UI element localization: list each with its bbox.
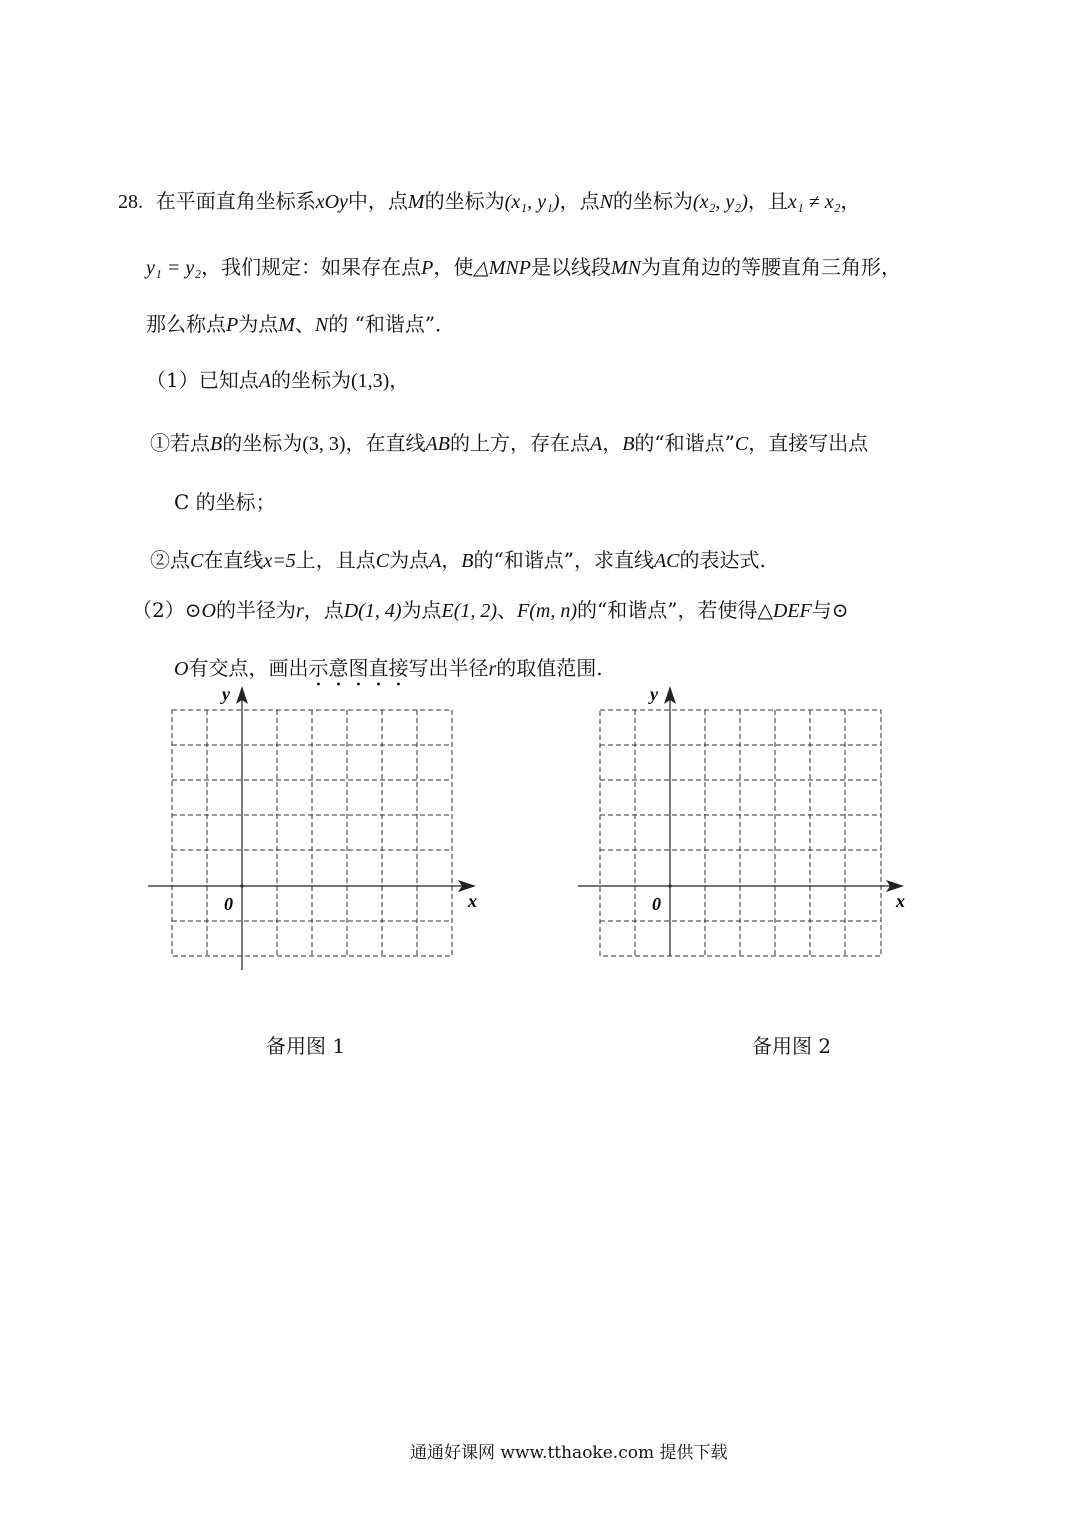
math: O	[174, 658, 189, 680]
text: ①若点	[150, 431, 210, 455]
part-1-heading	[146, 367, 409, 394]
text: ，在直线	[345, 431, 426, 455]
text: 的“和谐点”，若使得△	[577, 598, 773, 622]
math: (x₂, y₂)	[692, 191, 748, 213]
math: A	[429, 550, 442, 572]
text: ，	[840, 189, 861, 213]
question-line-3	[146, 311, 455, 338]
math: MN	[610, 257, 641, 279]
math: C	[734, 433, 749, 455]
text: ，点	[303, 598, 344, 622]
math: r	[295, 600, 304, 622]
text: 那么称点	[146, 312, 226, 336]
math: M	[278, 314, 295, 336]
math: y₁ = y₂	[146, 257, 202, 279]
math: A	[589, 433, 603, 455]
math: AB	[425, 433, 450, 455]
math: C	[375, 550, 390, 572]
text: 的坐标为	[222, 431, 303, 455]
text: ，我们规定：如果存在点	[201, 255, 422, 279]
math: B	[461, 550, 474, 572]
origin-label: 0	[224, 894, 233, 914]
origin-label: 0	[652, 894, 661, 914]
math: x=5	[263, 550, 296, 572]
text: 的坐标为	[424, 189, 505, 213]
math: (1,3)	[350, 370, 390, 392]
math: x₁ ≠ x₂	[787, 191, 841, 213]
math: D(1, 4)	[343, 600, 402, 622]
sub-question-2	[150, 547, 766, 574]
text: 在平面直角坐标系	[155, 189, 316, 213]
question-number: 28.	[118, 191, 143, 213]
x-axis-label: x	[896, 891, 905, 911]
text: 为点	[401, 598, 442, 622]
math: DEF	[772, 600, 812, 622]
math: △MNP	[473, 257, 531, 279]
text: 的坐标为	[612, 189, 693, 213]
text: 、	[497, 598, 518, 622]
dashed-grid-lines	[172, 710, 452, 956]
figure-caption-1: 备用图 1	[266, 1034, 346, 1058]
dashed-grid-lines	[600, 710, 881, 956]
text: 的表达式.	[679, 548, 766, 572]
text: 有交点，画出	[188, 656, 309, 680]
math: (x₁, y₁)	[504, 191, 560, 213]
text: 的“和谐点”，求直线	[473, 548, 654, 572]
text: 的上方，存在点	[449, 431, 590, 455]
emphasized-text: 示意图直接	[308, 656, 409, 680]
math: B	[622, 433, 635, 455]
math: AC	[653, 550, 680, 572]
figure-caption-2: 备用图 2	[752, 1034, 832, 1058]
y-axis-label: y	[222, 684, 230, 704]
text: 、	[294, 312, 315, 336]
math: M	[407, 191, 425, 213]
text: ，	[441, 548, 462, 572]
text: ②点	[150, 548, 190, 572]
math: E(1, 2)	[441, 600, 498, 622]
math: P	[226, 314, 239, 336]
question-line-1	[118, 188, 861, 215]
text: 为点	[389, 548, 430, 572]
origin-point	[240, 884, 243, 887]
text: 上，且点	[295, 548, 376, 572]
text: 的“和谐点”	[634, 431, 735, 455]
math: F(m, n)	[517, 600, 578, 622]
text: ，点	[559, 189, 600, 213]
origin-point	[668, 884, 671, 887]
text: ，	[389, 368, 410, 392]
text: ，直接写出点	[748, 431, 869, 455]
x-axis-label: x	[468, 891, 477, 911]
text: 写出半径	[408, 656, 489, 680]
math: xOy	[315, 191, 348, 213]
text: （2）⊙	[132, 598, 202, 622]
text: 为直角边的等腰直角三角形，	[640, 255, 901, 279]
sub-question-1-continuation	[174, 489, 276, 515]
math: A	[258, 370, 271, 392]
text: 与⊙	[811, 598, 849, 622]
text: 是以线段	[530, 255, 611, 279]
text: ，且	[747, 189, 788, 213]
part-2-line-1	[132, 597, 849, 624]
question-line-2	[146, 254, 901, 281]
math: (3, 3)	[302, 433, 346, 455]
math: O	[201, 600, 216, 622]
text: ，	[602, 431, 623, 455]
text: （1）已知点	[146, 368, 259, 392]
coordinate-grid-2	[568, 680, 938, 980]
page-footer: 通通好课网 www.tthaoke.com 提供下载	[410, 1443, 728, 1463]
text: 在直线	[203, 548, 264, 572]
sub-question-1	[150, 430, 868, 457]
text: 的取值范围.	[496, 656, 603, 680]
text: 的 “和谐点”．	[328, 312, 456, 336]
text: 的坐标为	[270, 368, 351, 392]
text: 为点	[238, 312, 279, 336]
text: ，使	[433, 255, 474, 279]
text: 中，点	[347, 189, 408, 213]
text: 的半径为	[215, 598, 296, 622]
math: B	[210, 433, 223, 455]
text: C 的坐标；	[174, 490, 276, 514]
math: C	[190, 550, 204, 572]
math: r	[488, 658, 497, 680]
math: N	[314, 314, 329, 336]
math: N	[599, 191, 613, 213]
math: P	[421, 257, 434, 279]
y-axis-label: y	[650, 684, 658, 704]
coordinate-grid-1	[140, 680, 510, 980]
